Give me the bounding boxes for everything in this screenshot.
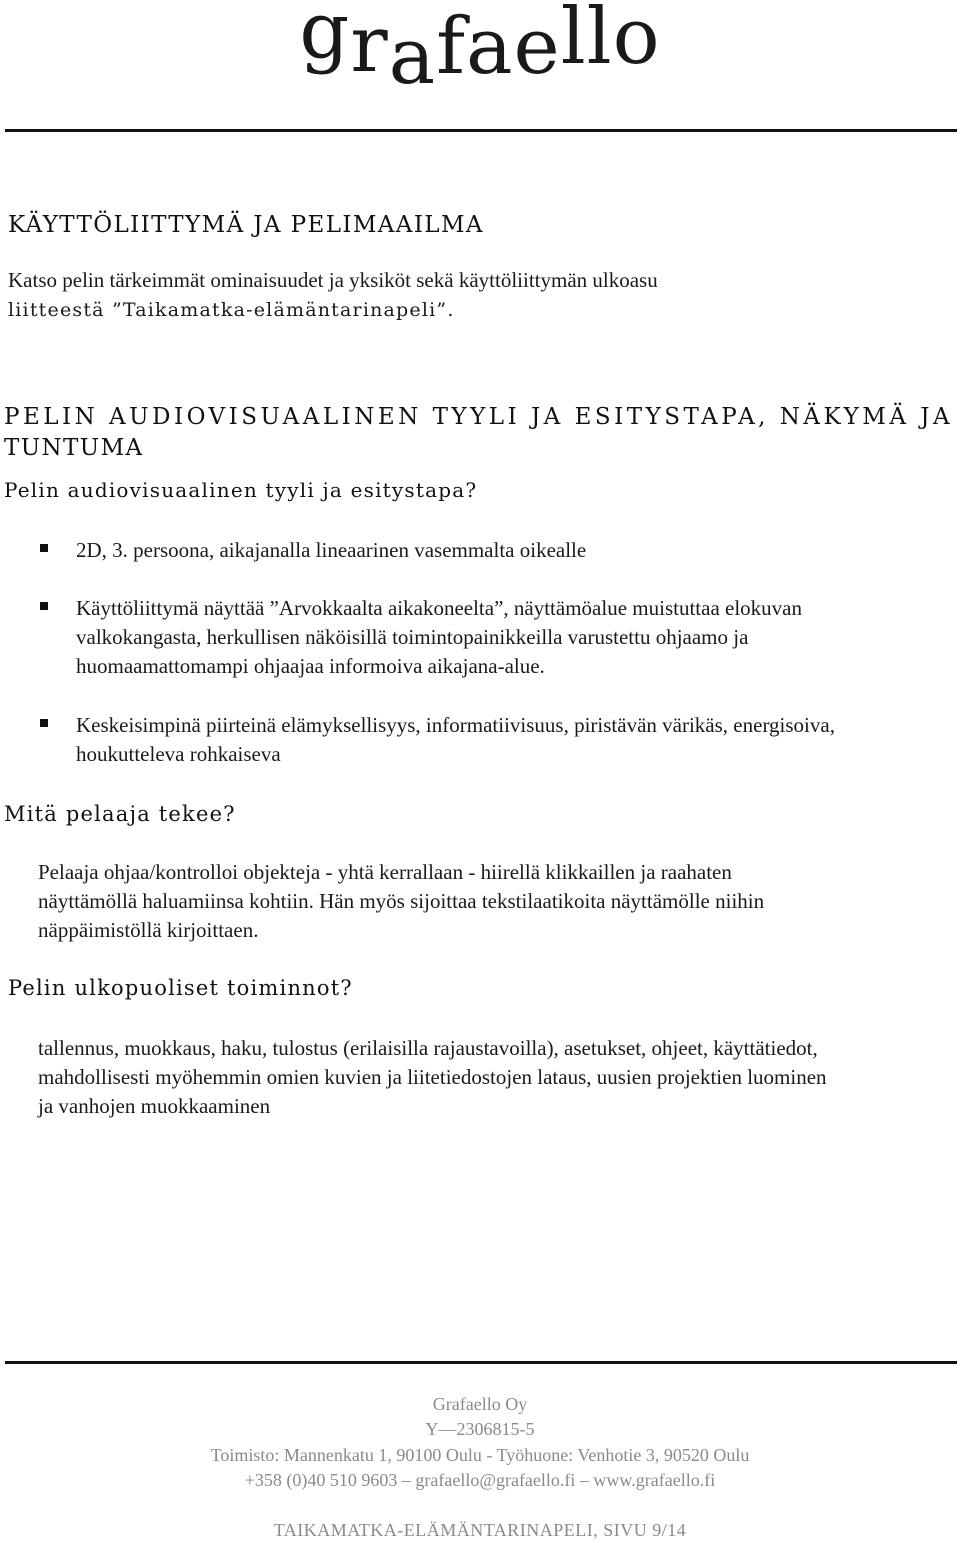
section-heading-ui: KÄYTTÖLIITTYMÄ JA PELIMAAILMA	[8, 212, 484, 238]
section3-line-1: Pelaaja ohjaa/kontrolloi objekteja - yhtä kerrallaan - hiirellä klikkaillen ja raahaten	[38, 860, 732, 884]
section4-line-2: mahdollisesti myöhemmin omien kuvien ja liitetiedostojen lataus, uusien projektien luominen	[38, 1065, 827, 1089]
bullet-icon	[40, 544, 48, 552]
heading-line-2: TUNTUMA	[4, 435, 144, 461]
bullet-2-line-3: huomaamattomampi ohjaajaa informoiva aikajana-alue.	[76, 654, 545, 678]
section3-line-2: näyttämöllä haluamiinsa kohtiin. Hän myös sijoittaa tekstilaatikoita näyttämölle niihin	[38, 889, 765, 913]
section4-line-3: ja vanhojen muokkaaminen	[38, 1094, 271, 1118]
footer-divider	[5, 1361, 957, 1364]
bullet-icon	[40, 719, 48, 727]
bullet-3-line-2: houkutteleva rohkaiseva	[76, 742, 281, 766]
bullet-icon	[40, 602, 48, 610]
section-heading-audiovisual	[4, 404, 956, 430]
question-what-player-does: Mitä pelaaja tekee?	[4, 802, 236, 826]
section4-line-1: tallennus, muokkaus, haku, tulostus (erilaisilla rajaustavoilla), asetukset, ohjeet, käyttätiedot,	[38, 1036, 818, 1060]
heading-line-1: PELIN AUDIOVISUAALINEN TYYLI JA ESITYSTAPA, NÄKYMÄ JA	[4, 404, 954, 430]
footer-company: Grafaello Oy	[432, 1394, 528, 1414]
logo-part: g	[299, 0, 351, 76]
question-external-functions: Pelin ulkopuoliset toiminnot?	[8, 976, 353, 1000]
header-divider	[5, 129, 957, 132]
bullet-1-line-1: 2D, 3. persoona, aikajanalla lineaarinen vasemmalta oikealle	[76, 538, 587, 562]
question-audiovisual-style: Pelin audiovisuaalinen tyyli ja esitystapa?	[4, 478, 478, 502]
logo-part: llo	[560, 0, 661, 82]
logo-part: fae	[436, 2, 561, 92]
logo-part: r	[350, 0, 389, 90]
section1-line-1: Katso pelin tärkeimmät ominaisuudet ja yksiköt sekä käyttöliittymän ulkoasu	[8, 268, 658, 292]
bullet-2-line-2: valkokangasta, herkullisen näköisillä toimintopainikkeilla varustettu ohjaamo ja	[76, 625, 749, 649]
section1-line-2: liitteestä ”Taikamatka-elämäntarinapeli”.	[8, 299, 455, 321]
section3-line-3: näppäimistöllä kirjoittaen.	[38, 918, 259, 942]
footer-page-label: TAIKAMATKA-ELÄMÄNTARINAPELI, SIVU 9/14	[273, 1520, 687, 1540]
footer-address: Toimisto: Mannenkatu 1, 90100 Oulu - Työhuone: Venhotie 3, 90520 Oulu	[210, 1445, 750, 1465]
logo-part: a	[388, 12, 437, 102]
grafaello-logo	[0, 0, 960, 102]
footer-contact: +358 (0)40 510 9603 – grafaello@grafaello.fi – www.grafaello.fi	[244, 1470, 716, 1490]
bullet-3-line-1: Keskeisimpinä piirteinä elämyksellisyys, informatiivisuus, piristävän värikäs, energisoiva,	[76, 713, 835, 737]
bullet-2-line-1: Käyttöliittymä näyttää ”Arvokkaalta aikakoneelta”, näyttämöalue muistuttaa elokuvan	[76, 596, 802, 620]
footer-business-id: Y—2306815-5	[425, 1419, 535, 1439]
